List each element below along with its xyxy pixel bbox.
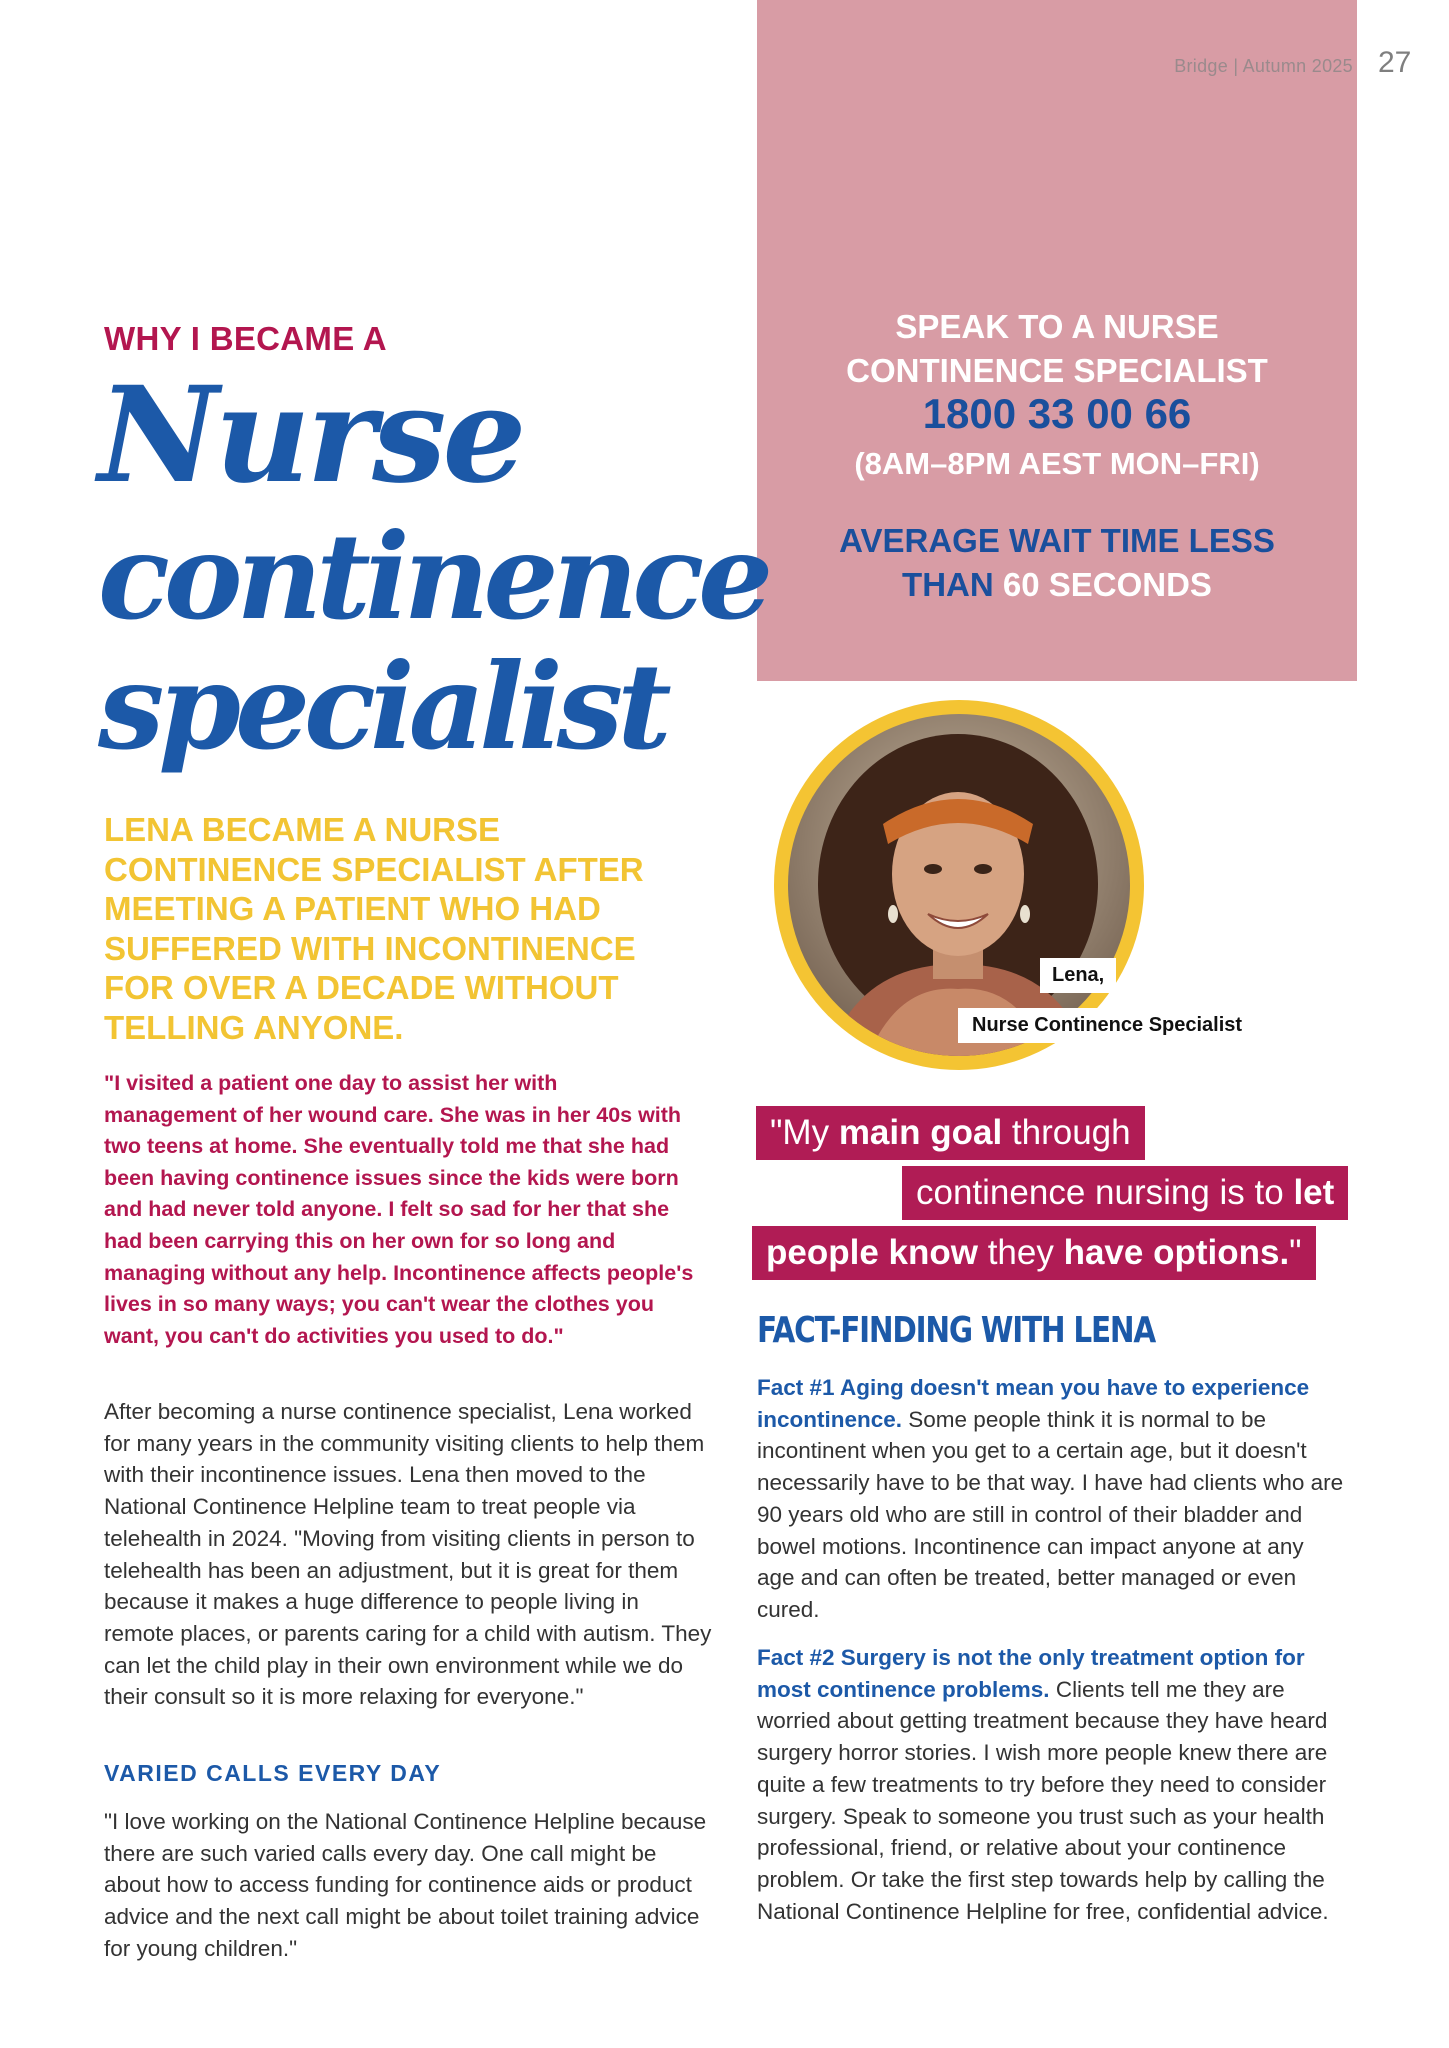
pull-quote-emphasis: let: [1293, 1173, 1335, 1212]
article-title-line-1: Nurse: [98, 358, 523, 513]
pull-quote-line-2: [902, 1166, 1348, 1220]
page-number: 27: [1378, 46, 1412, 79]
fact-1-lead: Fact #1 Aging doesn't mean you have to experience incontinence.: [757, 1375, 1310, 1432]
running-head: Bridge | Autumn 2025: [1174, 56, 1353, 76]
wait-time-line-2: [757, 566, 1357, 604]
panel-cta-line-1: SPEAK TO A NURSE: [895, 308, 1219, 345]
wait-time-line-1: AVERAGE WAIT TIME LESS: [839, 522, 1275, 559]
pull-quote-text: through: [1002, 1113, 1131, 1152]
fact-2: [757, 1642, 1347, 1927]
fact-2-lead: Fact #2 Surgery is not the only treatment option for most continence problems.: [757, 1645, 1305, 1702]
pull-quote-text: continence nursing is to: [916, 1173, 1294, 1212]
article-title-line-3: specialist: [98, 637, 666, 776]
pull-quote-emphasis: have options.: [1063, 1233, 1290, 1272]
fact-1-body: Some people think it is normal to be incontinent when you get to a certain age, but it doesn't necessarily have to be that way. I have had clients who are 90 years old who are still in control of their bladder and bowel motions. Incontinence can impact anyone at any age and can often be treated, better managed or even cured.: [757, 1406, 1344, 1622]
pull-quote-text: they: [977, 1233, 1064, 1272]
pull-quote-text: ": [1289, 1233, 1302, 1272]
pull-quote-emphasis: people know: [766, 1233, 978, 1272]
portrait-caption-role: Nurse Continence Specialist: [958, 1008, 1256, 1043]
portrait-illustration: [788, 714, 1130, 1056]
pull-quote-emphasis: main goal: [838, 1113, 1003, 1152]
portrait-photo: [788, 714, 1130, 1056]
subheading-varied-calls: VARIED CALLS EVERY DAY: [104, 1760, 442, 1786]
wait-time-value: 60 SECONDS: [1002, 566, 1212, 603]
helpline-phone-number: 1800 33 00 66: [922, 390, 1192, 437]
article-standfirst: LENA BECAME A NURSE CONTINENCE SPECIALIST AFTER MEETING A PATIENT WHO HAD SUFFERED WITH INCONTINENCE FOR OVER A DECADE WITHOUT TELLING ANYONE.: [104, 811, 644, 1046]
pull-quote-line-1: [756, 1106, 1145, 1160]
article-title-line-2: continence: [98, 507, 768, 646]
panel-cta-line-2: CONTINENCE SPECIALIST: [846, 352, 1268, 389]
pull-quote-text: "My: [770, 1113, 839, 1152]
fact-1: [757, 1372, 1347, 1626]
portrait-caption-name: Lena,: [1040, 958, 1116, 993]
article-kicker: WHY I BECAME A: [104, 320, 387, 357]
body-paragraph: After becoming a nurse continence specialist, Lena worked for many years in the community visiting clients to help them with their incontinence issues. Lena then moved to the National Continence Helpline team to treat people via telehealth in 2024. "Moving from visiting clients in person to telehealth has been an adjustment, but it is great for them because it makes a huge difference to people living in remote places, or parents caring for a child with autism. They can let the child play in their own environment while we do their consult so it is more relaxing for everyone.": [104, 1399, 712, 1710]
fact-finding-heading: FACT-FINDING WITH LENA: [757, 1310, 1156, 1351]
fact-2-body: Clients tell me they are worried about getting treatment because they have heard surgery horror stories. I wish more people knew there are quite a few treatments to try before they need to consider surgery. Speak to someone you trust such as your health professional, friend, or relative about your continence problem. Or take the first step towards help by calling the National Continence Helpline for free, confidential advice.: [757, 1676, 1329, 1924]
helpline-hours: (8AM–8PM AEST MON–FRI): [854, 446, 1260, 481]
intro-quote: "I visited a patient one day to assist her with management of her wound care. She was in her 40s with two teens at home. She eventually told me that she had been having continence issues since the kids were born and had never told anyone. I felt so sad for her that she had been carrying this on her own for so long and managing without any help. Incontinence affects people's lives in so many ways; you can't wear the clothes you want, you can't do activities you used to do.": [104, 1071, 694, 1348]
pull-quote-line-3: [752, 1226, 1316, 1280]
body-paragraph: "I love working on the National Continence Helpline because there are such varied calls every day. One call might be about how to access funding for continence aids or product advice and the next call might be about toilet training advice for young children.": [104, 1809, 707, 1961]
wait-time-prefix: THAN: [902, 566, 1003, 603]
